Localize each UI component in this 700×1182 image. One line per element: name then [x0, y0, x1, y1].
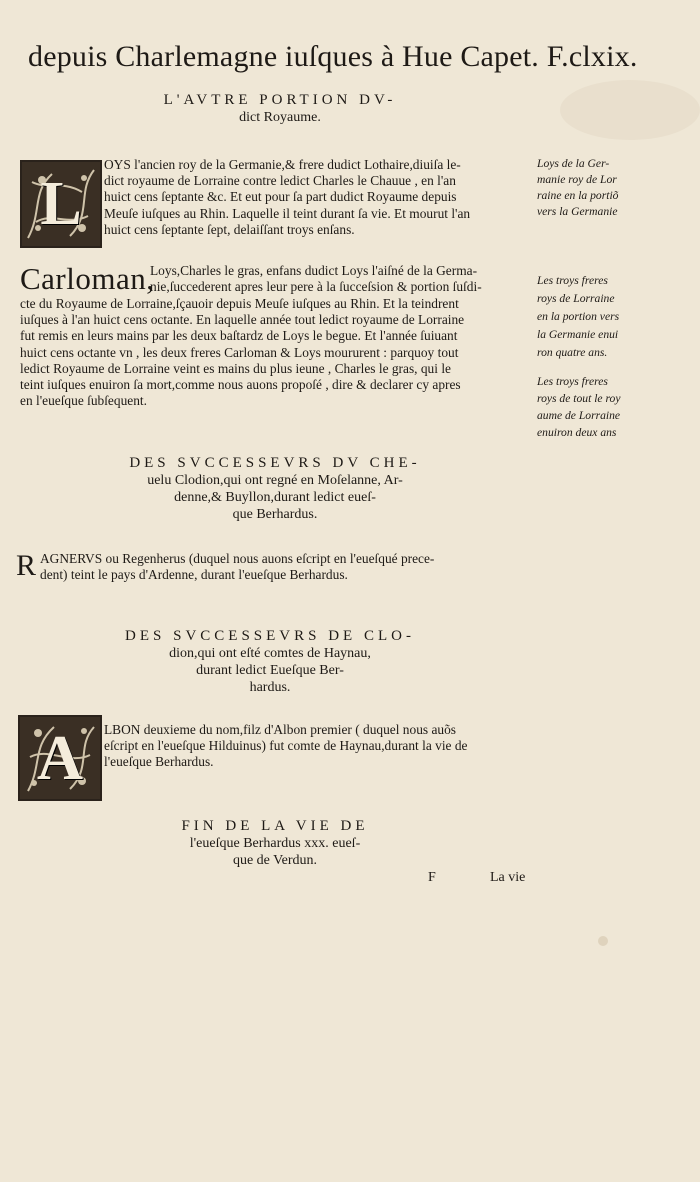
margin-note-3: [537, 373, 662, 441]
section-title-autre-portion: [110, 92, 450, 126]
paragraph-carloman: [20, 296, 530, 409]
section-title-line2: dict Royaume.: [239, 110, 321, 125]
margin-note-2: [537, 272, 662, 362]
dropcap-a-ornament: [18, 715, 102, 801]
note-line: la Germanie enui: [537, 328, 619, 341]
para-line: l'eueſque Berhardus.: [104, 754, 214, 770]
para-line: teint iuſques enuiron ſa mort,comme nous auons propoſé , dire & declarer cy apres: [20, 377, 461, 393]
paragraph-carloman-head: [150, 263, 530, 295]
para-line: en l'eueſque ſubſequent.: [20, 393, 147, 409]
paragraph-albon: [104, 722, 530, 771]
dropcap-letter: A: [36, 722, 84, 793]
closing-line2: l'eueſque Berhardus xxx. eueſ-: [189, 836, 361, 851]
section-title-line4: hardus.: [249, 680, 291, 695]
para-line: ledict Royaume de Lorraine veint es mains du plus ieune , Charles le gras, qui le: [20, 360, 451, 376]
para-line: AGNERVS ou Regenherus (duquel nous auons eſcript en l'eueſqué prece-: [40, 551, 435, 566]
note-line: roys de Lorraine: [537, 292, 615, 305]
closing-line1: FIN DE LA VIE DE: [181, 818, 369, 834]
section-title-successeurs-chevelu: [80, 455, 470, 523]
initial-r: R: [16, 549, 37, 582]
para-line: OYS l'ancien roy de la Germanie,& frere dudict Lothaire,diuiſa le-: [104, 157, 461, 172]
note-line: Loys de la Ger-: [537, 157, 610, 170]
para-line: eſcript en l'eueſque Hilduinus) fut comte de Haynau,durant la vie de: [104, 738, 468, 754]
section-title-line3: denne,& Buyllon,durant ledict eueſ-: [174, 490, 376, 505]
para-line: Meuſe iuſques au Rhin. Laquelle il teint durant ſa vie. Et mourut l'an: [104, 205, 471, 221]
note-line: vers la Germanie: [537, 205, 618, 218]
para-line: fut remis en leurs mains par les deux baſtardz de Loys le begue. Et l'année ſuiuant: [20, 328, 458, 344]
paragraph-ragnerus: [40, 551, 530, 583]
para-line: huict cens ſeptante &c. Et eut pour ſa part dudict Royaume depuis: [104, 189, 457, 205]
note-line: Les troys freres: [537, 375, 608, 388]
note-line: raine en la portiõ: [537, 189, 619, 202]
page-header: depuis Charlemagne iuſques à Hue Capet. F.clxix.: [28, 40, 638, 73]
closing-line3: que de Verdun.: [232, 853, 318, 868]
note-line: en la portion vers: [537, 310, 620, 323]
note-line: Les troys freres: [537, 274, 608, 287]
section-title-line4: que Berhardus.: [232, 507, 318, 522]
section-title-line3: durant ledict Eueſque Ber-: [196, 663, 344, 678]
name-carloman: Carloman,: [20, 261, 155, 296]
paper-stain: [560, 80, 700, 140]
note-line: enuiron deux ans: [537, 426, 617, 439]
section-title-line2: uelu Clodion,qui ont regné en Moſelanne, Ar-: [147, 473, 403, 488]
catchword: La vie: [490, 870, 526, 885]
signature-mark: F: [428, 870, 436, 885]
section-title-line1: L'AVTRE PORTION DV-: [163, 92, 397, 108]
para-line: Loys,Charles le gras, enfans dudict Loys l'aiſné de la Germa-: [150, 263, 478, 278]
margin-note-1: [537, 156, 657, 220]
section-title-line2: dion,qui ont eſté comtes de Haynau,: [169, 646, 371, 661]
para-line: dent) teint le pays d'Ardenne, durant l'eueſque Berhardus.: [40, 567, 348, 583]
note-line: roys de tout le roy: [537, 392, 621, 405]
para-line: iuſques à l'an huict cens octante. En laquelle année tout ledict royaume de Lorraine: [20, 312, 465, 328]
section-title-line1: DES SVCCESSEVRS DE CLO-: [125, 628, 415, 644]
para-line: huict cens octante vn , les deux freres Carloman & Loys moururent : parquoy tout: [20, 344, 459, 360]
note-line: manie roy de Lor: [537, 173, 617, 186]
para-line: cte du Royaume de Lorraine,ſçauoir depuis Meuſe iuſques au Rhin. Et la teindrent: [20, 296, 459, 311]
para-line: dict royaume de Lorraine contre ledict Charles le Chauue , en l'an: [104, 173, 456, 189]
para-line: huict cens ſeptante ſept, delaiſſant troys enſans.: [104, 221, 355, 237]
para-line: nie,ſuccederent apres leur pere à la ſucceſsion & portion ſuſdi-: [150, 279, 482, 295]
dropcap-letter: L: [40, 169, 82, 238]
section-title-line1: DES SVCCESSEVRS DV CHE-: [129, 455, 421, 471]
paper-stain: [598, 936, 608, 946]
para-line: LBON deuxieme du nom,filz d'Albon premier ( duquel nous auõs: [104, 722, 456, 737]
note-line: ron quatre ans.: [537, 346, 608, 359]
closing-title: [125, 818, 425, 869]
note-line: aume de Lorraine: [537, 409, 621, 422]
paragraph-loys: [104, 157, 528, 238]
section-title-successeurs-clodion: [100, 628, 440, 696]
dropcap-l-ornament: [20, 160, 102, 248]
